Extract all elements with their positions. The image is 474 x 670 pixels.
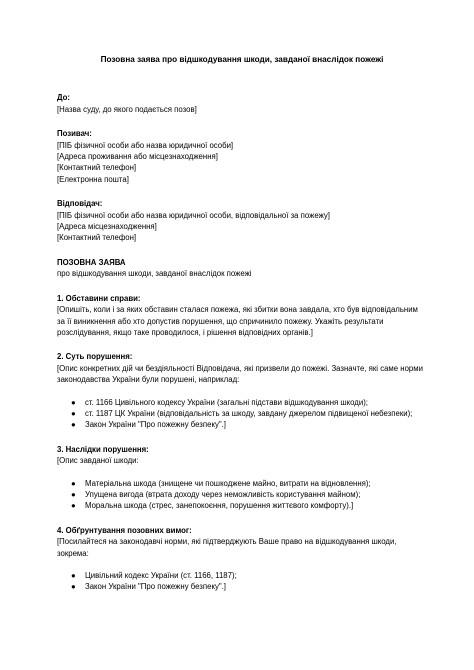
bullet-icon: ● — [71, 501, 76, 511]
claim-heading: ПОЗОВНА ЗАЯВА — [57, 257, 126, 267]
claim-title-block — [57, 257, 427, 280]
plaintiff-email: [Електронна пошта] — [57, 174, 129, 184]
document-page — [57, 54, 427, 593]
bullet-icon: ● — [71, 420, 76, 430]
section-3-list — [57, 478, 427, 512]
list-item: ● Упущена вигода (втрата доходу через неможливість користування майном); — [71, 489, 361, 499]
section-circumstances — [57, 293, 427, 339]
list-item: ● Моральна шкода (стрес, занепокоєння, порушення життєвого комфорту).] — [71, 501, 354, 511]
to-block — [57, 92, 427, 115]
list-item: ● Матеріальна шкода (знищене чи пошкоджене майно, витрати на відновлення); — [71, 478, 371, 488]
plaintiff-name: [ПІБ фізичної особи або назва юридичної особи] — [57, 140, 234, 150]
defendant-heading: Відповідач: — [57, 199, 103, 209]
to-heading: До: — [57, 93, 71, 103]
bullet-icon: ● — [71, 571, 76, 580]
section-2-heading: 2. Суть порушення: — [57, 352, 133, 362]
section-1-heading: 1. Обставини справи: — [57, 293, 141, 303]
list-item: ● ст. 1166 Цивільного кодексу України (загальні підстави відшкодування шкоди); — [71, 397, 368, 407]
section-4-heading: 4. Обґрунтування позовних вимог: — [57, 525, 192, 535]
plaintiff-block — [57, 128, 427, 185]
plaintiff-address: [Адреса проживання або місцезнаходження] — [57, 152, 218, 162]
court-name: [Назва суду, до якого подається позов] — [57, 104, 197, 114]
section-violation — [57, 351, 427, 430]
plaintiff-heading: Позивач: — [57, 129, 92, 139]
defendant-name: [ПІБ фізичної особи або назва юридичної особи, відповідальної за пожежу] — [57, 210, 330, 220]
document-title: Позовна заява про відшкодування шкоди, завданої внаслідок пожежі — [100, 55, 384, 64]
list-item: ● Закон України "Про пожежну безпеку".] — [71, 582, 226, 592]
list-item: ● Закон України "Про пожежну безпеку".] — [71, 420, 226, 430]
claim-subtitle: про відшкодування шкоди, завданої внаслідок пожежі — [57, 269, 252, 279]
list-item: ● Цивільний кодекс України (ст. 1166, 1187); — [71, 571, 237, 580]
defendant-phone: [Контактний телефон] — [57, 233, 137, 243]
section-3-heading: 3. Наслідки порушення: — [57, 444, 149, 454]
bullet-icon: ● — [71, 489, 76, 499]
list-item: ● ст. 1187 ЦК України (відповідальність за шкоду, завдану джерелом підвищеної небезпеки); — [71, 408, 413, 418]
section-2-text: [Опис конкретних дій чи бездіяльності Відповідача, які призвели до пожежі. Зазначте, які саме норми законодавства України були порушені, наприклад: — [57, 363, 423, 385]
section-1-text: [Опишіть, коли і за яких обставин сталася пожежа, які збитки вона завдала, хто був відповідальним за її виникнення або хто допустив порушення, що спричинило пожежу. Укажіть результати розслідування, якщо таке проводилося, і рішення відповідних органів.] — [57, 305, 418, 337]
section-3-text: [Опис завданої шкоди: — [57, 456, 139, 466]
section-consequences — [57, 444, 427, 512]
defendant-block — [57, 198, 427, 244]
section-4-list — [57, 570, 427, 593]
plaintiff-phone: [Контактний телефон] — [57, 163, 137, 173]
section-justification — [57, 525, 427, 593]
bullet-icon: ● — [71, 397, 76, 407]
section-4-text: [Посилайтеся на законодавчі норми, які підтверджують Ваше право на відшкодування шкоди, зокрема: — [57, 537, 397, 558]
section-2-list — [57, 397, 427, 431]
bullet-icon: ● — [71, 408, 76, 418]
defendant-address: [Адреса місцезнаходження] — [57, 222, 157, 232]
bullet-icon: ● — [71, 582, 76, 592]
bullet-icon: ● — [71, 478, 76, 488]
